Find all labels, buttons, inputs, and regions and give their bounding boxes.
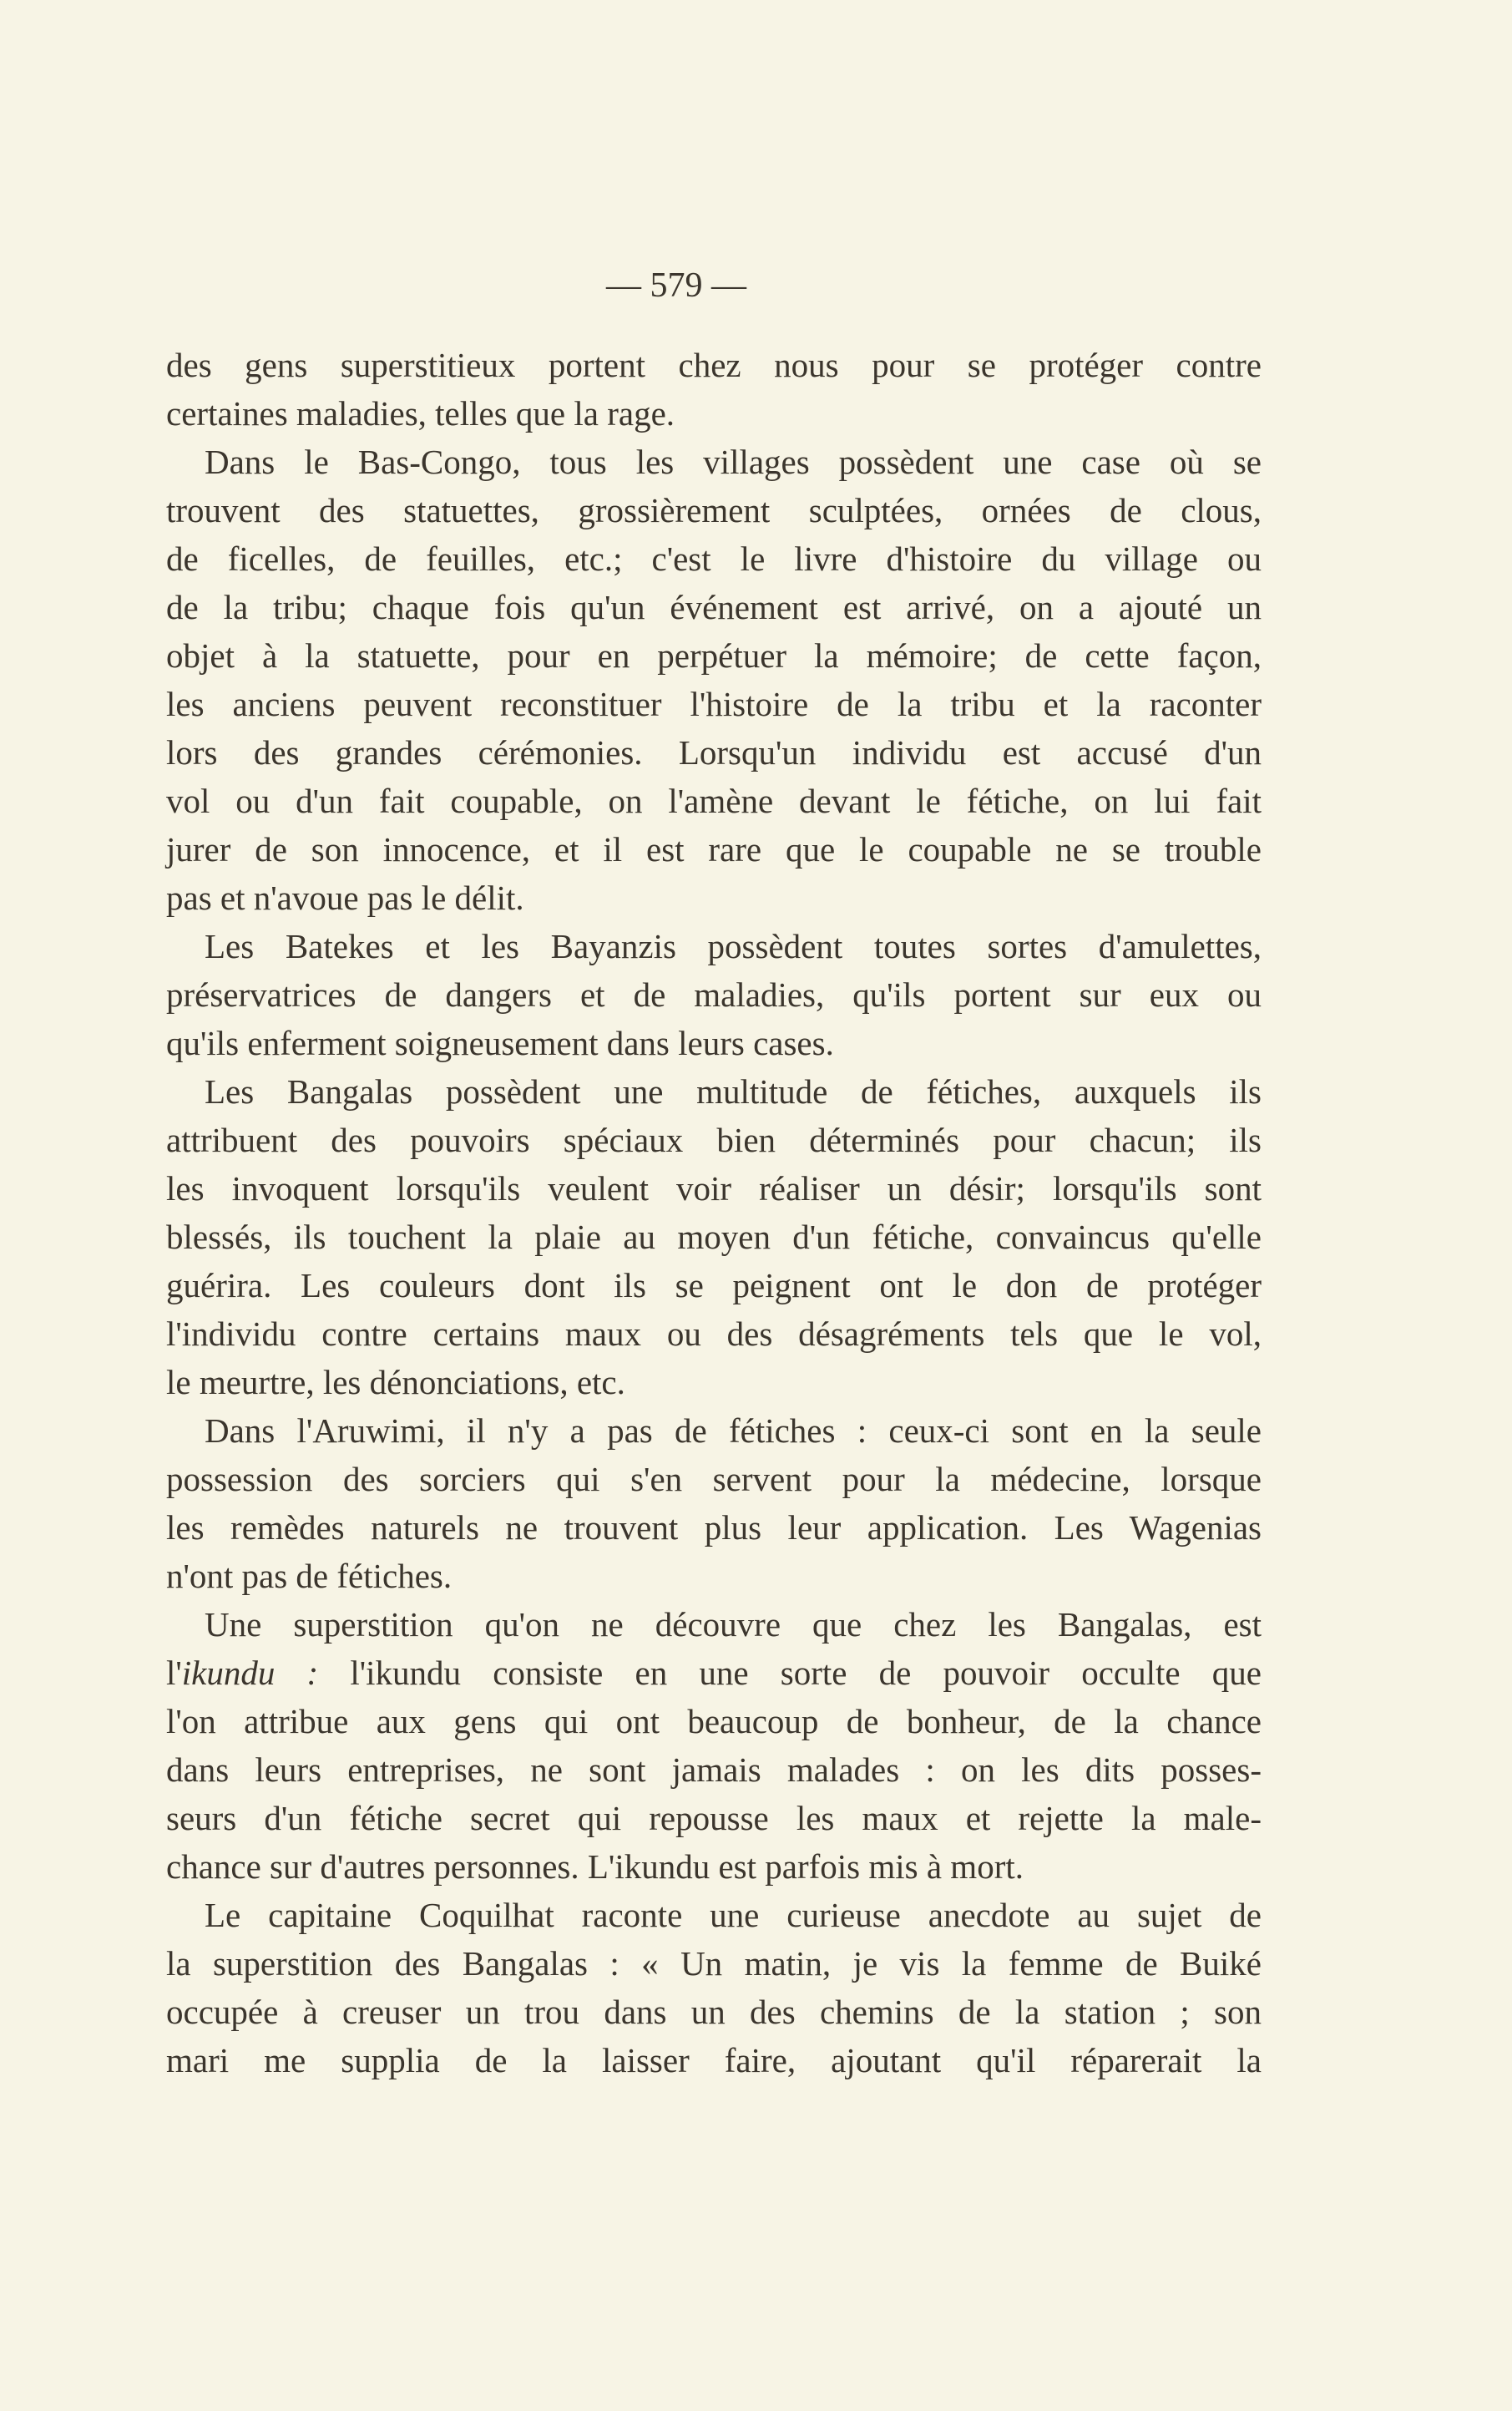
text-line: blessés, ils touchent la plaie au moyen d'un fétiche, convaincus qu'elle: [166, 1218, 1262, 1256]
text-line: Dans le Bas-Congo, tous les villages possèdent une case où se: [205, 443, 1262, 481]
body-text: [166, 341, 1262, 2084]
text-line: préservatrices de dangers et de maladies, qu'ils portent sur eux ou: [166, 975, 1262, 1014]
text-line: vol ou d'un fait coupable, on l'amène devant le fétiche, on lui fait: [166, 782, 1262, 820]
text-line: trouvent des statuettes, grossièrement sculptées, ornées de clous,: [166, 491, 1262, 529]
text-line: la superstition des Bangalas : « Un matin, je vis la femme de Buiké: [166, 1944, 1262, 1983]
text-line: les anciens peuvent reconstituer l'histoire de la tribu et la raconter: [166, 685, 1262, 723]
text-line: dans leurs entreprises, ne sont jamais malades : on les dits posses-: [166, 1750, 1262, 1789]
text-line: attribuent des pouvoirs spéciaux bien déterminés pour chacun; ils: [166, 1121, 1262, 1159]
text-line: l'on attribue aux gens qui ont beaucoup de bonheur, de la chance: [166, 1702, 1262, 1740]
text-line: [166, 1649, 1262, 1697]
text-line: Dans l'Aruwimi, il n'y a pas de fétiches : ceux-ci sont en la seule: [205, 1411, 1262, 1450]
text-line: possession des sorciers qui s'en servent pour la médecine, lorsque: [166, 1460, 1262, 1498]
paragraph: [166, 1600, 1262, 1891]
text-line: de la tribu; chaque fois qu'un événement est arrivé, on a ajouté un: [166, 588, 1262, 626]
text-line: de ficelles, de feuilles, etc.; c'est le livre d'histoire du village ou: [166, 539, 1262, 578]
text-line: jurer de son innocence, et il est rare que le coupable ne se trouble: [166, 830, 1262, 869]
text-line: mari me supplia de la laisser faire, ajoutant qu'il réparerait la: [166, 2041, 1262, 2079]
text-line: le meurtre, les dénonciations, etc.: [166, 1363, 625, 1401]
text-line: guérira. Les couleurs dont ils se peignent ont le don de protéger: [166, 1266, 1262, 1304]
paragraph: [166, 1067, 1262, 1406]
text-line: objet à la statuette, pour en perpétuer la mémoire; de cette façon,: [166, 636, 1262, 675]
text-line: Le capitaine Coquilhat raconte une curieuse anecdote au sujet de: [205, 1896, 1262, 1934]
text-line: Une superstition qu'on ne découvre que chez les Bangalas, est: [205, 1605, 1262, 1644]
text-line: chance sur d'autres personnes. L'ikundu est parfois mis à mort.: [166, 1847, 1024, 1886]
text-line: qu'ils enferment soigneusement dans leurs cases.: [166, 1024, 834, 1062]
page-number: — 579 —: [606, 266, 746, 305]
text-line: Les Bangalas possèdent une multitude de fétiches, auxquels ils: [205, 1072, 1262, 1111]
paragraph: [166, 922, 1262, 1067]
paragraph: [166, 438, 1262, 922]
text-line: les invoquent lorsqu'ils veulent voir réaliser un désir; lorsqu'ils sont: [166, 1169, 1262, 1208]
text-line: pas et n'avoue pas le délit.: [166, 879, 524, 917]
text-line: lors des grandes cérémonies. Lorsqu'un individu est accusé d'un: [166, 733, 1262, 772]
paragraph: [166, 1891, 1262, 2084]
text-segment: l': [166, 1654, 182, 1692]
text-line: certaines maladies, telles que la rage.: [166, 394, 675, 433]
text-line: des gens superstitieux portent chez nous pour se protéger contre: [166, 346, 1262, 384]
text-line: n'ont pas de fétiches.: [166, 1557, 453, 1595]
text-line: occupée à creuser un trou dans un des chemins de la station ; son: [166, 1993, 1262, 2031]
paragraph: [166, 341, 1262, 438]
text-line: l'individu contre certains maux ou des désagréments tels que le vol,: [166, 1314, 1262, 1353]
italic-term: ikundu :: [181, 1654, 319, 1692]
text-line: les remèdes naturels ne trouvent plus leur application. Les Wagenias: [166, 1508, 1262, 1547]
text-line: seurs d'un fétiche secret qui repousse les maux et rejette la male-: [166, 1799, 1262, 1837]
paragraph: [166, 1406, 1262, 1600]
text-segment: l'ikundu consiste en une sorte de pouvoir occulte que: [318, 1654, 1262, 1692]
text-line: Les Batekes et les Bayanzis possèdent toutes sortes d'amulettes,: [205, 927, 1262, 965]
